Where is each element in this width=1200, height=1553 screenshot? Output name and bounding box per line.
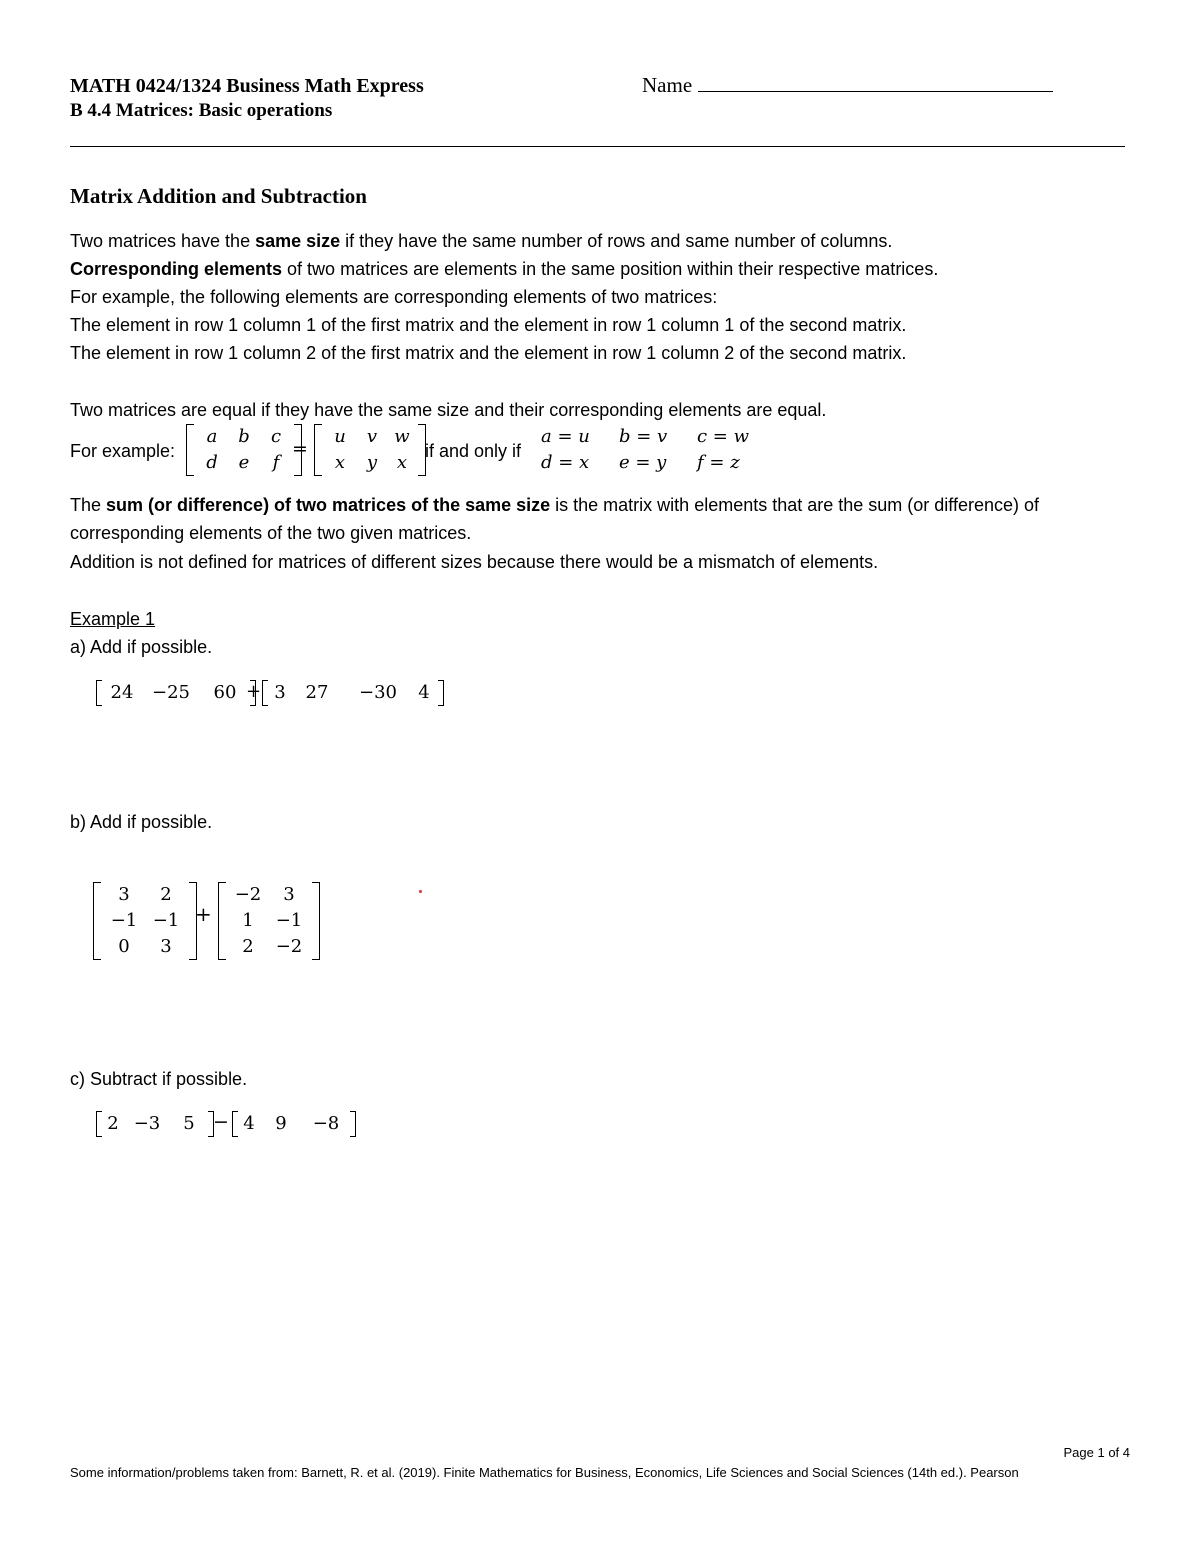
matrix-cell: x [396,452,408,473]
page-number: Page 1 of 4 [1063,1445,1130,1460]
matrix-cell: −1 [110,910,138,931]
example-1-title: Example 1 [70,609,156,629]
condition: e = y [619,452,667,473]
matrix-cell: 60 [213,682,237,703]
matrix-cell: u [334,426,346,447]
source-citation: Some information/problems taken from: Barnett, R. et al. (2019). Finite Mathematics for Business, Economics, Life Sciences and Social Sciences (14th ed.). Pearson [70,1465,1019,1480]
matrix-body [322,424,418,476]
matrix-cell: 4 [418,682,430,703]
matrix-cell: 2 [107,1113,119,1134]
matrix-body [268,680,438,706]
matrix-cell: −1 [152,910,180,931]
matrix-uvw-xyx [314,424,426,476]
matrix-abc-def [186,424,302,476]
matrix-cell: 5 [183,1113,195,1134]
left-bracket [314,424,322,476]
sum-line-1: The sum (or difference) of two matrices of the same size is the matrix with elements that are the sum (or difference) of [70,495,1040,515]
plus-sign: + [195,902,212,926]
intro-line-3: For example, the following elements are corresponding elements of two matrices: [70,287,718,307]
example-1a-matrix-1 [96,680,256,706]
matrix-cell: d [206,452,218,473]
matrix-cell: −3 [133,1113,161,1134]
matrix-cell: e [238,452,250,473]
matrix-cell: −2 [275,936,303,957]
intro-line-2: Corresponding elements of two matrices are elements in the same position within their respective matrices. [70,259,939,279]
minus-sign: − [213,1111,229,1133]
matrix-body [102,680,250,706]
left-bracket [93,882,101,960]
example-1c-matrix-1 [96,1111,214,1137]
matrix-cell: y [366,452,378,473]
example-1a-matrix-2 [262,680,444,706]
right-bracket [312,882,320,960]
section-heading: Matrix Addition and Subtraction [70,184,367,208]
matrix-cell: 0 [118,936,130,957]
matrix-cell: b [238,426,250,447]
matrix-body [101,882,189,960]
matrix-cell: 24 [110,682,134,703]
example-1c-label: c) Subtract if possible. [70,1069,248,1089]
section-title-header: B 4.4 Matrices: Basic operations [70,100,333,121]
matrix-cell: 2 [160,884,172,905]
name-field[interactable] [642,73,1053,98]
condition: a = u [541,426,590,447]
condition: f = z [697,452,740,473]
matrix-cell: f [272,452,280,473]
plus-sign: + [246,681,262,702]
example-1a-label: a) Add if possible. [70,637,213,657]
equals-sign: = [292,438,308,460]
matrix-cell: 4 [243,1113,255,1134]
example-1b-label: b) Add if possible. [70,812,213,832]
equality-conditions [541,424,775,476]
name-blank-line[interactable] [698,73,1053,92]
matrix-cell: 27 [305,682,329,703]
matrix-body [102,1111,208,1137]
condition: b = v [619,426,668,447]
matrix-cell: −30 [359,682,397,703]
matrix-cell: −8 [312,1113,340,1134]
matrix-cell: w [394,426,410,447]
matrix-cell: −2 [234,884,262,905]
equality-line: Two matrices are equal if they have the same size and their corresponding elements are equal. [70,400,827,420]
course-title: MATH 0424/1324 Business Math Express [70,75,424,97]
stray-dot [419,890,422,893]
intro-line-5: The element in row 1 column 2 of the first matrix and the element in row 1 column 2 of the second matrix. [70,343,907,363]
matrix-cell: 3 [274,682,286,703]
condition: c = w [697,426,750,447]
matrix-cell: 1 [242,910,254,931]
matrix-cell: x [334,452,346,473]
matrix-cell: 3 [160,936,172,957]
sum-line-3: Addition is not defined for matrices of different sizes because there would be a mismatch of elements. [70,552,879,572]
for-example-label: For example: [70,441,176,461]
matrix-cell: −1 [275,910,303,931]
example-1c-matrix-2 [232,1111,356,1137]
matrix-cell: −25 [152,682,190,703]
matrix-body [194,424,294,476]
condition-row-1 [541,424,775,450]
matrix-body [226,882,312,960]
matrix-cell: 3 [118,884,130,905]
matrix-cell: 9 [275,1113,287,1134]
left-bracket [218,882,226,960]
left-bracket [186,424,194,476]
right-bracket [350,1111,356,1137]
header-divider [70,146,1125,147]
example-1b-matrix-2 [218,882,320,960]
intro-line-4: The element in row 1 column 1 of the first matrix and the element in row 1 column 1 of the second matrix. [70,315,907,335]
right-bracket [438,680,444,706]
matrix-cell: 3 [283,884,295,905]
matrix-cell: a [206,426,218,447]
example-1b-matrix-1 [93,882,197,960]
intro-line-1: Two matrices have the same size if they have the same number of rows and same number of columns. [70,231,893,251]
name-label: Name [642,73,693,97]
condition: d = x [541,452,590,473]
matrix-cell: 2 [242,936,254,957]
iff-text: if and only if [425,441,522,461]
condition-row-2 [541,450,775,476]
matrix-cell: v [366,426,378,447]
sum-line-2: corresponding elements of the two given matrices. [70,523,472,543]
matrix-cell: c [270,426,282,447]
matrix-body [238,1111,350,1137]
